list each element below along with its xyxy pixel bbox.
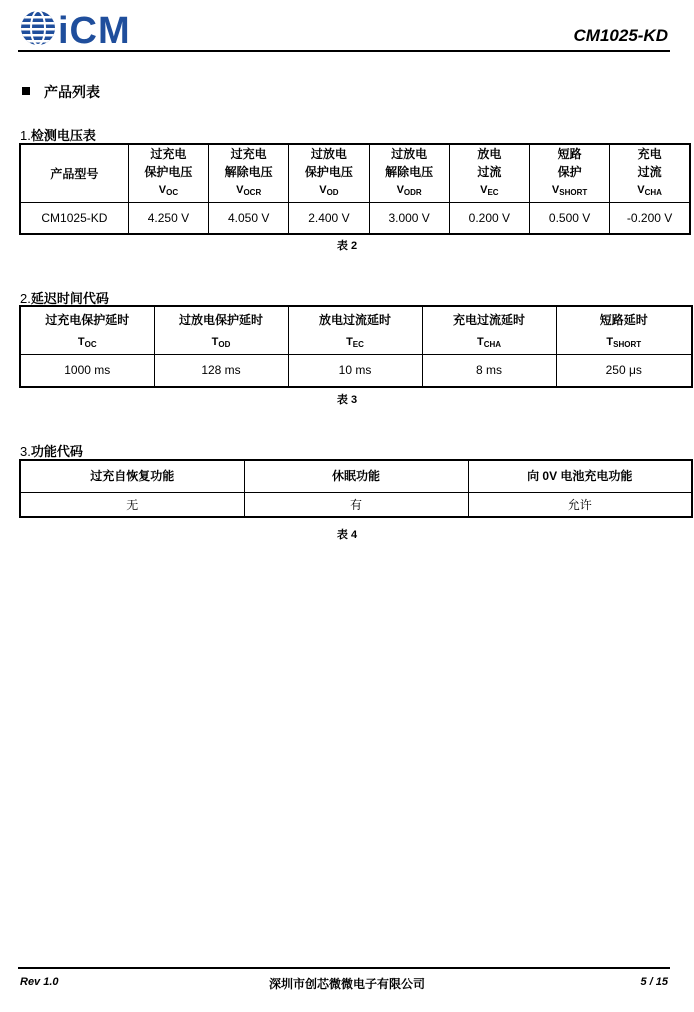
table2-header-label: 保护电压 (144, 165, 193, 179)
table4-data-row (20, 492, 692, 517)
table4-heading-text: 功能代码 (30, 444, 83, 459)
table4-caption: 表 4 (336, 529, 358, 541)
table2-header-symbol: $V_{CHA}$ (637, 184, 662, 197)
table2-cell: 0.500 V (529, 203, 609, 234)
table4-header-row (20, 460, 692, 492)
table3-header-label: 过充电保护延时 (45, 313, 130, 327)
table2-header-label: 放电 (477, 147, 502, 161)
table3-cell: 10 ms (288, 355, 422, 387)
revision-label: Rev 1.0 (20, 976, 59, 988)
table2-header-label: 过充电 (230, 147, 267, 161)
table4-header-cell: 向 0V 电池充电功能 (468, 460, 692, 492)
table2-header-label: 保护 (557, 165, 582, 179)
table3-header-symbol: $T_{SHORT}$ (606, 336, 642, 349)
table2-heading (20, 125, 96, 144)
table2-data-row (20, 203, 690, 234)
table2-header-cell (610, 144, 690, 203)
table3-header-cell (556, 306, 692, 355)
table3-cell: 250 μs (556, 355, 692, 387)
table3-header-symbol: $T_{OC}$ (77, 336, 97, 349)
table3-header-label: 放电过流延时 (318, 313, 391, 327)
table2-cell: 3.000 V (369, 203, 449, 234)
table4-heading-number: 3. (20, 444, 31, 459)
table2-cell: 2.400 V (289, 203, 369, 234)
table3-cell: 8 ms (422, 355, 556, 387)
header-divider (18, 50, 670, 52)
table2-header-label: 充电 (637, 147, 662, 161)
table4-cell: 无 (20, 492, 244, 517)
section-heading (22, 82, 100, 102)
table3-heading-number: 2. (20, 291, 31, 306)
detection-voltage-table (19, 143, 691, 235)
table2-header-symbol: $V_{ODR}$ (396, 184, 422, 197)
table3-header-cell (288, 306, 422, 355)
table2-header-label: 过流 (637, 165, 662, 179)
table4-cell: 允许 (468, 492, 692, 517)
table4-heading (20, 441, 83, 460)
table3-header-label: 短路延时 (599, 313, 648, 327)
square-bullet-icon (22, 87, 30, 95)
table3-header-symbol: $T_{OD}$ (211, 336, 231, 349)
table3-header-symbol: $T_{EC}$ (346, 336, 364, 349)
table2-header-symbol: $V_{SHORT}$ (551, 184, 588, 197)
table3-cell: 128 ms (154, 355, 288, 387)
table3-header-cell (422, 306, 556, 355)
page-number: 5 / 15 (640, 976, 668, 988)
table2-header-cell (20, 144, 128, 203)
table4-header-cell: 过充自恢复功能 (20, 460, 244, 492)
table2-header-row (20, 144, 690, 203)
company-name: 深圳市创芯微微电子有限公司 (268, 977, 425, 991)
table2-cell: 4.050 V (209, 203, 289, 234)
table2-header-label: 解除电压 (224, 165, 273, 179)
company-logo (20, 8, 160, 48)
table3-header-row (20, 306, 692, 355)
table2-header-cell (369, 144, 449, 203)
table3-caption: 表 3 (336, 394, 358, 406)
table2-header-symbol: $V_{OC}$ (158, 184, 179, 197)
table2-header-cell (128, 144, 208, 203)
delay-time-table (19, 305, 693, 388)
table2-header-symbol: $V_{OCR}$ (236, 184, 262, 197)
table2-header-label: 过流 (477, 165, 502, 179)
table3-header-symbol: $T_{CHA}$ (476, 336, 502, 349)
table3-header-label: 过放电保护延时 (178, 313, 263, 327)
table3-data-row (20, 355, 692, 387)
table2-header-label: 过放电 (310, 147, 347, 161)
table2-header-cell (529, 144, 609, 203)
table2-heading-text: 检测电压表 (30, 128, 96, 143)
section-heading-text: 产品列表 (44, 84, 100, 100)
table3-header-cell (20, 306, 154, 355)
footer-divider (18, 967, 670, 969)
logo-wordmark: iCM (58, 10, 131, 48)
table3-header-label: 充电过流延时 (452, 313, 525, 327)
table2-header-label: 过放电 (391, 147, 428, 161)
function-code-table (19, 459, 693, 518)
table2-header-label: 解除电压 (385, 165, 434, 179)
table2-header-label: 过充电 (150, 147, 187, 161)
table2-cell: 4.250 V (128, 203, 208, 234)
globe-icon (20, 11, 60, 45)
table2-header-cell (449, 144, 529, 203)
table2-header-symbol: $V_{EC}$ (480, 184, 499, 197)
table2-header-cell (289, 144, 369, 203)
table2-header-symbol: $V_{OD}$ (319, 184, 339, 197)
table3-cell: 1000 ms (20, 355, 154, 387)
table2-header-label: 保护电压 (304, 165, 353, 179)
document-title: CM1025-KD (573, 26, 668, 45)
table2-heading-number: 1. (20, 128, 31, 143)
table2-cell: -0.200 V (610, 203, 690, 234)
table2-caption: 表 2 (336, 240, 358, 252)
table2-cell: 0.200 V (449, 203, 529, 234)
table2-header-label: 产品型号 (50, 166, 99, 181)
table4-header-cell: 休眠功能 (244, 460, 468, 492)
table3-header-cell (154, 306, 288, 355)
table2-cell: CM1025-KD (20, 203, 128, 234)
table2-header-cell (209, 144, 289, 203)
table3-heading-text: 延迟时间代码 (30, 291, 109, 306)
table2-header-label: 短路 (557, 147, 582, 161)
table4-cell: 有 (244, 492, 468, 517)
